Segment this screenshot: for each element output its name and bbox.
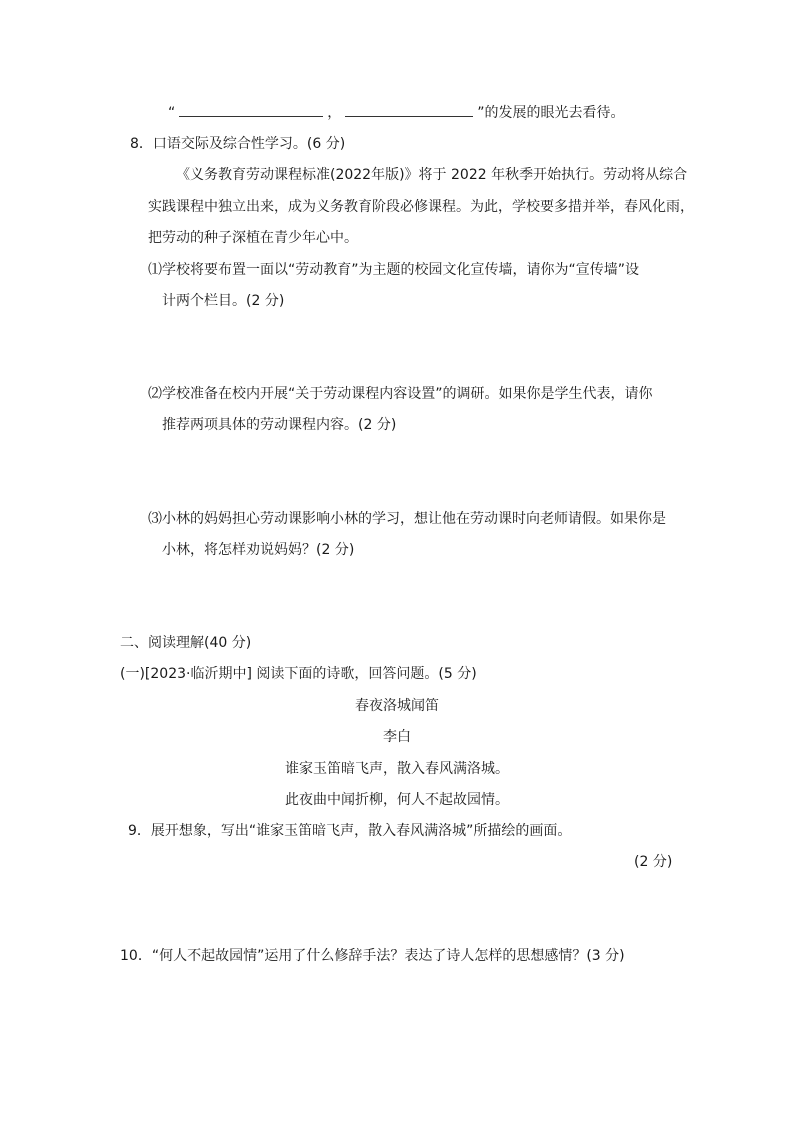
- q8-sub3-line-1: ⑶小林的妈妈担心劳动课影响小林的学习，想让他在劳动课时向老师请假。如果你是: [148, 511, 666, 527]
- q9-score: (2 分): [634, 854, 673, 870]
- open-quote: “: [168, 105, 176, 121]
- q8-title: 8．口语交际及综合性学习。(6 分): [130, 136, 346, 152]
- poem-line-2: 此夜曲中闻折柳，何人不起故园情。: [285, 792, 509, 808]
- answer-blank-1[interactable]: [179, 102, 323, 117]
- q8-intro-line-2: 实践课程中独立出来，成为义务教育阶段必修课程。为此，学校要多措并举，春风化雨，: [148, 199, 694, 215]
- poem-title: 春夜洛城闻笛: [355, 698, 439, 714]
- answer-blank-2[interactable]: [345, 102, 473, 117]
- q8-sub2-line-1: ⑵学校准备在校内开展“关于劳动课程内容设置”的调研。如果你是学生代表，请你: [148, 386, 653, 402]
- q8-sub3-line-2: 小林，将怎样劝说妈妈？(2 分): [162, 542, 355, 558]
- poem-author: 李白: [383, 729, 411, 745]
- section2-part1-instruction: (一)[2023·临沂期中] 阅读下面的诗歌，回答问题。(5 分): [120, 666, 477, 682]
- q8-sub1-line-1: ⑴学校将要布置一面以“劳动教育”为主题的校园文化宣传墙，请你为“宣传墙”设: [148, 262, 640, 278]
- poem-line-1: 谁家玉笛暗飞声，散入春风满洛城。: [285, 761, 509, 777]
- q7-fill-blank-line: [168, 102, 625, 123]
- q8-intro-line-3: 把劳动的种子深植在青少年心中。: [148, 230, 358, 246]
- q10-text: 10．“何人不起故园情”运用了什么修辞手法？表达了诗人怎样的思想感情？(3 分): [120, 948, 625, 964]
- q9-text: 9．展开想象，写出“谁家玉笛暗飞声，散入春风满洛城”所描绘的画面。: [128, 823, 572, 839]
- section2-heading: 二、阅读理解(40 分): [120, 635, 252, 651]
- q8-sub1-line-2: 计两个栏目。(2 分): [162, 293, 285, 309]
- close-suffix: ”的发展的眼光去看待。: [477, 105, 625, 121]
- q8-sub2-line-2: 推荐两项具体的劳动课程内容。(2 分): [162, 417, 397, 433]
- comma: ，: [327, 105, 342, 121]
- q8-intro-line-1: 《义务教育劳动课程标准(2022年版)》将于 2022 年秋季开始执行。劳动将从综合: [176, 167, 688, 183]
